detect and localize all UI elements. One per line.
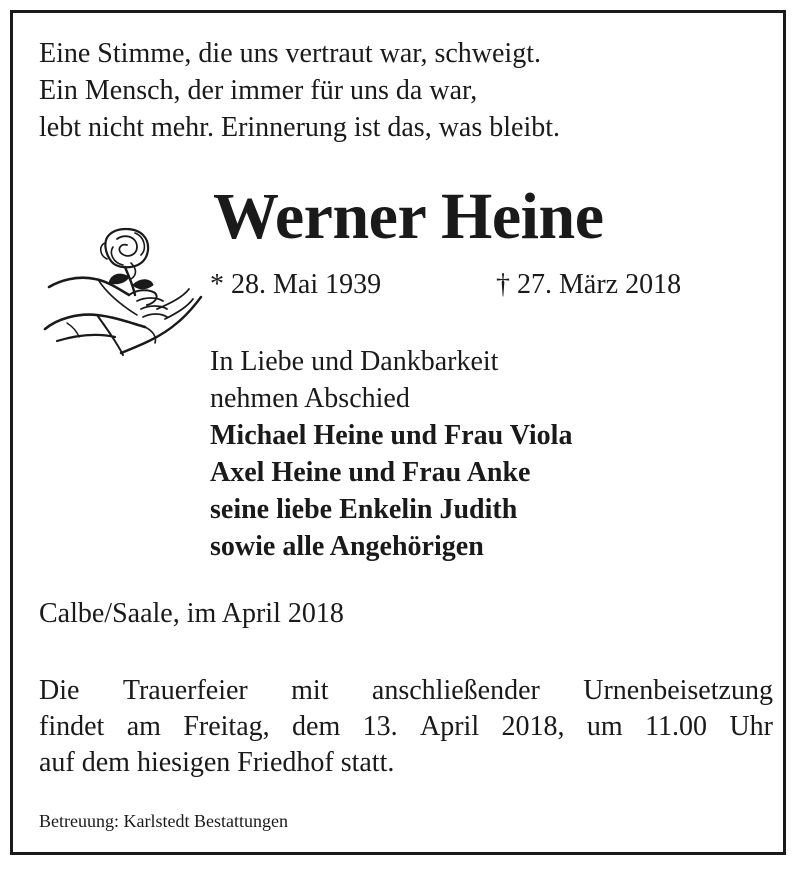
mourner-name: Axel Heine und Frau Anke: [210, 457, 531, 488]
death-date: † 27. März 2018: [496, 269, 682, 300]
service-word: am: [126, 711, 161, 742]
service-word: 2018,: [501, 711, 565, 742]
life-dates: [210, 267, 682, 303]
obituary-notice: [10, 10, 786, 855]
service-word: dem: [292, 711, 341, 742]
service-word: Die: [39, 675, 80, 706]
funeral-home-credit: Betreuung: Karlstedt Bestattungen: [39, 811, 288, 831]
mourner-name: Michael Heine und Frau Viola: [210, 420, 573, 451]
mourners-intro-line: nehmen Abschied: [210, 383, 410, 414]
service-word: April: [420, 711, 480, 742]
mourner-name: seine liebe Enkelin Judith: [210, 494, 518, 525]
mourners-block: [210, 343, 572, 565]
rose-in-hands-icon: [37, 219, 205, 367]
poem-line: Eine Stimme, die uns vertraut war, schweigt.: [39, 38, 541, 69]
birth-date: * 28. Mai 1939: [210, 269, 382, 300]
funeral-service-text: [39, 673, 773, 781]
service-word: 11.00: [645, 711, 708, 742]
service-word: 13.: [362, 711, 398, 742]
mourners-intro-line: In Liebe und Dankbarkeit: [210, 346, 499, 377]
poem-line: lebt nicht mehr. Erinnerung ist das, was bleibt.: [39, 112, 561, 143]
service-line: [39, 673, 773, 709]
service-line: auf dem hiesigen Friedhof statt.: [39, 747, 395, 778]
poem-line: Ein Mensch, der immer für uns da war,: [39, 75, 478, 106]
service-word: Freitag,: [183, 711, 270, 742]
mourner-name: sowie alle Angehörigen: [210, 531, 484, 562]
service-word: mit: [291, 675, 329, 706]
service-word: findet: [39, 711, 105, 742]
service-word: Uhr: [729, 711, 773, 742]
place-and-date: Calbe/Saale, im April 2018: [39, 598, 344, 629]
service-word: Trauerfeier: [122, 675, 248, 706]
service-line: [39, 709, 773, 745]
service-word: um: [586, 711, 623, 742]
memorial-poem: [39, 35, 560, 146]
service-word: Urnenbeisetzung: [583, 675, 773, 706]
deceased-name: Werner Heine: [213, 180, 604, 253]
service-word: anschließender: [371, 675, 540, 706]
